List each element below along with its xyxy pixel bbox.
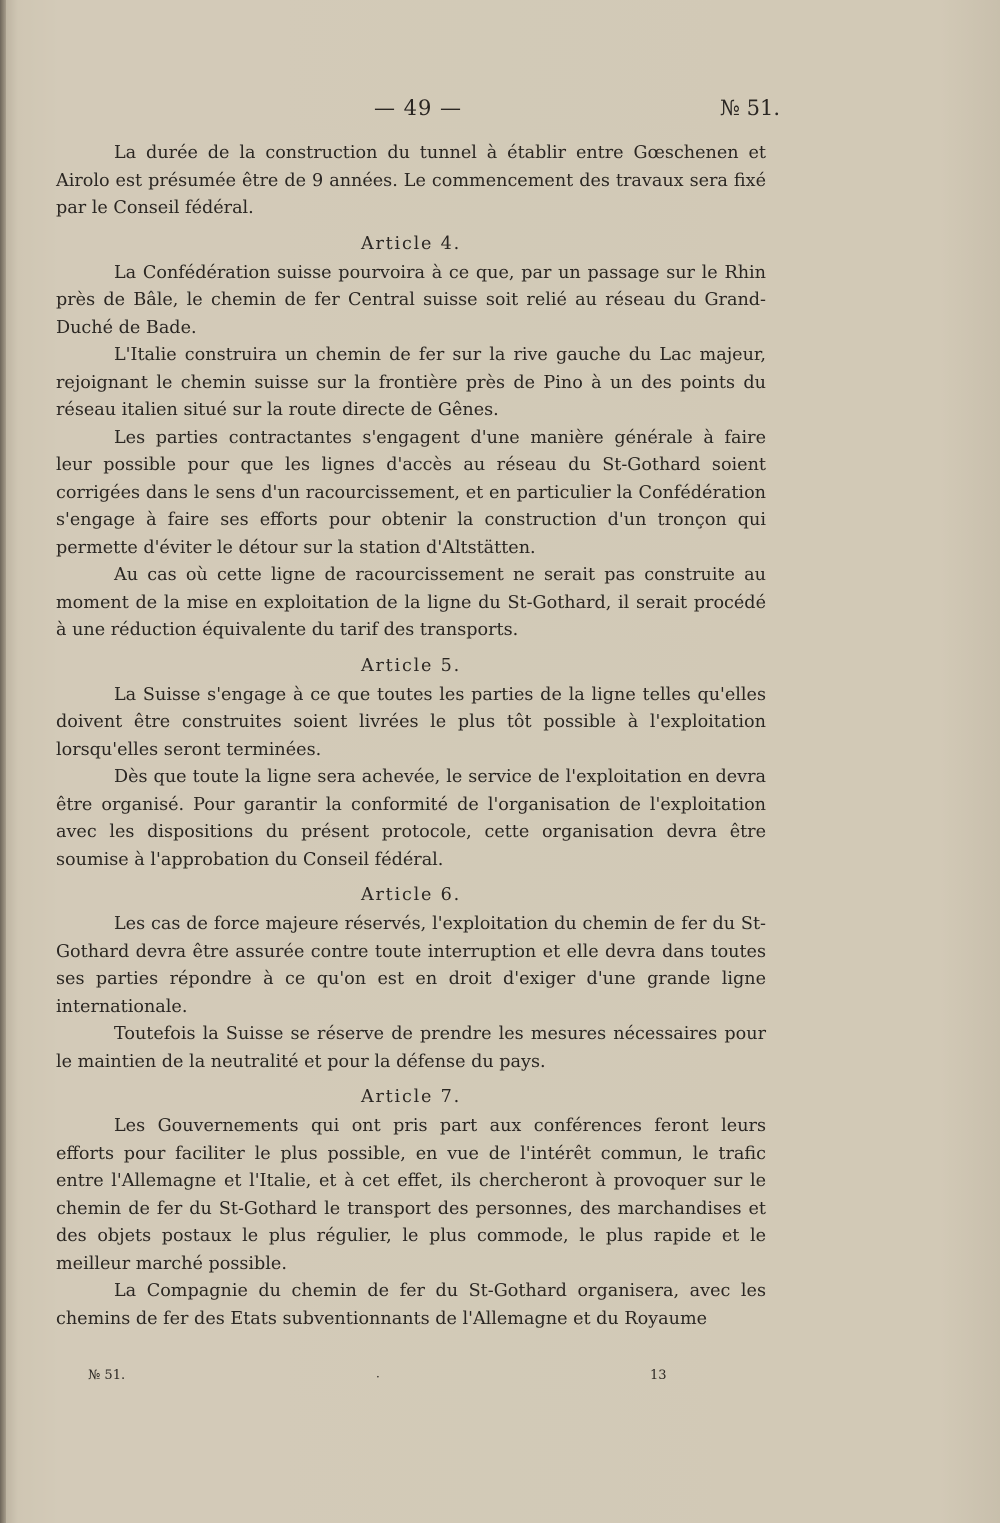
page-number: — 49 —	[373, 96, 463, 120]
paragraph: Les cas de force majeure réservés, l'exploitation du chemin de fer du St-Gothard devra être assurée contre toute interruption et elle devra dans toutes ses parties répondre à ce qu'on est en droit d'exiger d'une grande ligne internationale.	[56, 914, 766, 1017]
article-heading: Article 7.	[360, 1087, 462, 1107]
footer-dot: ·	[376, 1370, 380, 1384]
paragraph: Au cas où cette ligne de racourcissement ne serait pas construite au moment de la mise en exploitation de la ligne du St-Gothard, il serait procédé à une réduction équivalente du tarif des transports.	[56, 565, 766, 640]
paragraph: L'Italie construira un chemin de fer sur la rive gauche du Lac majeur, rejoignant le chemin suisse sur la frontière près de Pino à un des points du réseau italien situé sur la route directe de Gênes.	[56, 345, 766, 420]
page-header	[0, 96, 1000, 126]
paragraph: La Suisse s'engage à ce que toutes les parties de la ligne telles qu'elles doivent être construites soient livrées le plus tôt possible à l'exploitation lorsqu'elles seront terminées.	[56, 684, 766, 760]
paragraph: Dès que toute la ligne sera achevée, le service de l'exploitation en devra être organisé. Pour garantir la conformité de l'organisation de l'exploitation avec les dispositions du présent protocole, cette organisation devra être soumise à l'approbation du Conseil fédéral.	[56, 767, 766, 870]
article-heading: Article 5.	[360, 655, 462, 676]
paragraph: Les Gouvernements qui ont pris part aux conférences feront leurs efforts pour faciliter le plus possible, en vue de l'intérêt commun, le trafic entre l'Allemagne et l'Italie, et à cet effet, ils chercheront à provoquer sur le chemin de fer du St-Gothard le transport des personnes, des marchandises et des objets postaux le plus régulier, le plus commode, le plus rapide et le meilleur marché possible.	[56, 1116, 766, 1274]
paragraph: Toutefois la Suisse se réserve de prendre les mesures nécessaires pour le maintien de la neutralité et pour la défense du pays.	[56, 1024, 766, 1072]
article-heading: Article 4.	[360, 233, 462, 254]
footer-signature-mark: № 51.	[88, 1368, 126, 1383]
paragraph: Les parties contractantes s'engagent d'une manière générale à faire leur possible pour que les lignes d'accès au réseau du St-Gothard soient corrigées dans le sens d'un racourcissement, et en particulier la Confédération s'engage à faire ses efforts pour obtenir la construction d'un tronçon qui permette d'éviter le détour sur la station d'Altstätten.	[56, 427, 766, 558]
paragraph: La Confédération suisse pourvoira à ce que, par un passage sur le Rhin près de Bâle, le chemin de fer Central suisse soit relié au réseau du Grand-Duché de Bade.	[56, 262, 766, 338]
paragraph: La durée de la construction du tunnel à établir entre Gœschenen et Airolo est présumée être de 9 années. Le commencement des travaux sera fixé par le Conseil fédéral.	[56, 143, 766, 218]
page-footer	[0, 1368, 1000, 1392]
footer-sheet-number: 13	[650, 1368, 667, 1383]
article-heading: Article 6.	[360, 885, 462, 905]
page-binding-edge	[0, 0, 6, 1523]
document-number: № 51.	[720, 96, 780, 120]
document-body	[56, 140, 766, 1333]
paragraph: La Compagnie du chemin de fer du St-Gothard organisera, avec les chemins de fer des Etats subventionnants de l'Allemagne et du Royaume	[56, 1281, 766, 1329]
